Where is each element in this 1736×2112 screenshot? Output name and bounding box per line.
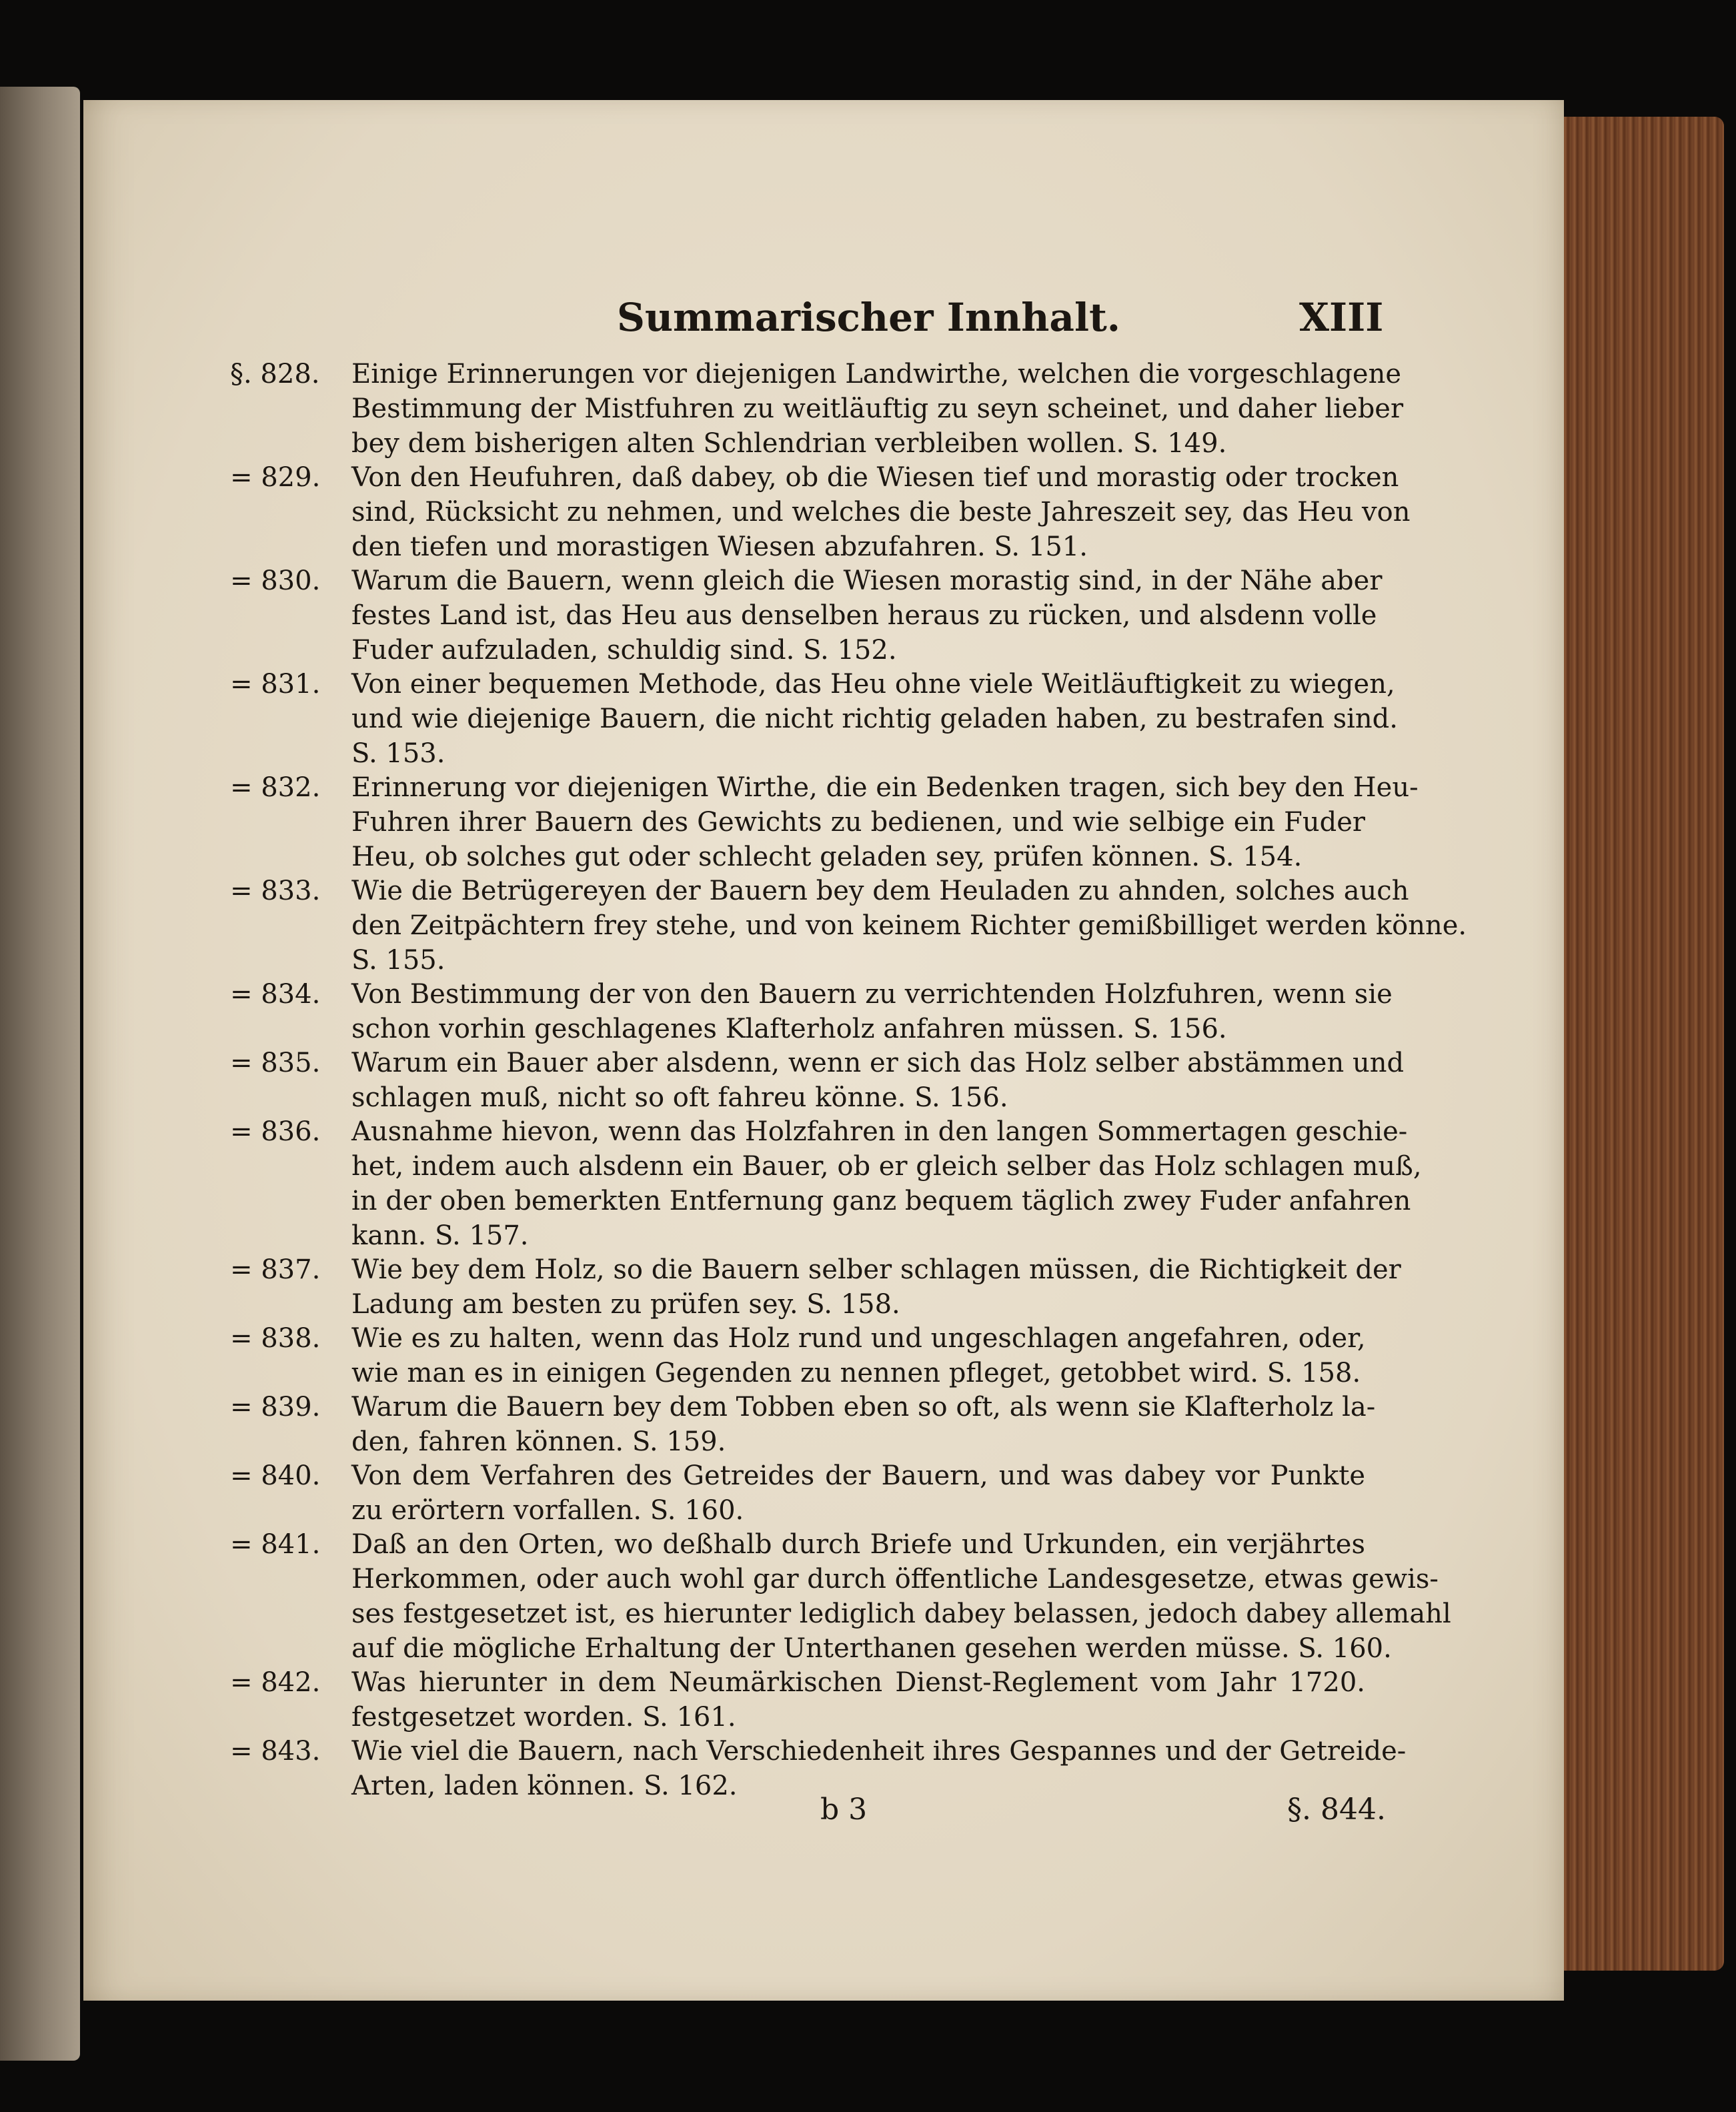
section-number: = 838. <box>230 1323 321 1354</box>
entry-line: S. 153. <box>351 738 446 769</box>
entry-line: Herkommen, oder auch wohl gar durch öffentliche Landesgesetze, etwas gewis- <box>351 1564 1439 1595</box>
entry-line: kann. S. 157. <box>351 1220 529 1251</box>
entry-line: Wie bey dem Holz, so die Bauern selber schlagen müssen, die Richtigkeit der <box>351 1254 1401 1285</box>
entry-line: bey dem bisherigen alten Schlendrian verbleiben wollen. S. 149. <box>351 428 1227 459</box>
signature-mark: b 3 <box>820 1793 868 1827</box>
entry-text <box>351 460 1411 564</box>
entry-line: Von Bestimmung der von den Bauern zu verrichtenden Holzfuhren, wenn sie <box>351 979 1393 1010</box>
section-number: = 831. <box>230 669 321 700</box>
section-number: = 840. <box>230 1460 321 1491</box>
entry-text <box>351 1458 1365 1528</box>
entry-line: zu erörtern vorfallen. S. 160. <box>351 1495 744 1526</box>
entry-text <box>351 1114 1422 1253</box>
section-number: = 841. <box>230 1529 321 1560</box>
entry-line: Einige Erinnerungen vor diejenigen Landwirthe, welchen die vorgeschlagene <box>351 359 1402 389</box>
entry-line: wie man es in einigen Gegenden zu nennen pfleget, getobbet wird. S. 158. <box>351 1358 1361 1388</box>
entry-line: Bestimmung der Mistfuhren zu weitläuftig zu seyn scheinet, und daher lieber <box>351 393 1404 424</box>
entry-line: Wie die Betrügereyen der Bauern bey dem Heuladen zu ahnden, solches auch <box>351 876 1409 906</box>
section-number: §. 828. <box>230 359 320 389</box>
entry-line: Was hierunter in dem Neumärkischen Dienst-Reglement vom Jahr 1720. <box>351 1667 1365 1698</box>
section-number: = 832. <box>230 772 321 803</box>
entry-line: Warum die Bauern, wenn gleich die Wiesen morastig sind, in der Nähe aber <box>351 566 1383 596</box>
entry-line: ses festgesetzet ist, es hierunter lediglich dabey belassen, jedoch dabey allemahl <box>351 1599 1451 1629</box>
entry-line: schon vorhin geschlagenes Klafterholz anfahren müssen. S. 156. <box>351 1014 1227 1044</box>
entry-line: festgesetzet worden. S. 161. <box>351 1702 736 1733</box>
section-number: = 834. <box>230 979 321 1010</box>
entry-line: Wie es zu halten, wenn das Holz rund und ungeschlagen angefahren, oder, <box>351 1323 1366 1354</box>
section-number: = 836. <box>230 1116 321 1147</box>
section-number: = 843. <box>230 1736 321 1767</box>
entry-line: festes Land ist, das Heu aus denselben heraus zu rücken, und alsdenn volle <box>351 600 1377 631</box>
entry-text <box>351 1046 1405 1115</box>
section-number: = 830. <box>230 566 321 596</box>
entry-text <box>351 1321 1365 1390</box>
entry-text <box>351 667 1399 771</box>
running-title: Summarischer Innhalt. <box>617 295 1120 340</box>
entry-line: sind, Rücksicht zu nehmen, und welches die beste Jahreszeit sey, das Heu von <box>351 497 1411 527</box>
entry-line: schlagen muß, nicht so oft fahreu könne. S. 156. <box>351 1082 1008 1113</box>
entry-line: Erinnerung vor diejenigen Wirthe, die ein Bedenken tragen, sich bey den Heu- <box>351 772 1419 803</box>
entry-line: Von den Heufuhren, daß dabey, ob die Wiesen tief und morastig oder trocken <box>351 462 1399 493</box>
entry-line: Von einer bequemen Methode, das Heu ohne viele Weitläuftigkeit zu wiegen, <box>351 669 1395 700</box>
page-number: XIII <box>1299 295 1384 340</box>
left-page-edge <box>0 87 80 2061</box>
section-number: = 833. <box>230 876 321 906</box>
entry-line: Von dem Verfahren des Getreides der Bauern, und was dabey vor Punkte <box>351 1460 1365 1491</box>
entry-line: Warum ein Bauer aber alsdenn, wenn er sich das Holz selber abstämmen und <box>351 1048 1405 1078</box>
entry-line: den Zeitpächtern frey stehe, und von keinem Richter gemißbilliget werden könne. <box>351 910 1467 941</box>
entry-text <box>351 357 1404 461</box>
entry-line: Daß an den Orten, wo deßhalb durch Briefe und Urkunden, ein verjährtes <box>351 1529 1365 1560</box>
entry-line: Wie viel die Bauern, nach Verschiedenheit ihres Gespannes und der Getreide- <box>351 1736 1407 1767</box>
section-number: = 837. <box>230 1254 321 1285</box>
entry-text <box>351 770 1419 874</box>
entry-text <box>351 874 1467 978</box>
entry-line: Ausnahme hievon, wenn das Holzfahren in den langen Sommertagen geschie- <box>351 1116 1408 1147</box>
entry-line: den, fahren können. S. 159. <box>351 1426 726 1457</box>
entry-line: Fuder aufzuladen, schuldig sind. S. 152. <box>351 635 897 666</box>
entry-line: S. 155. <box>351 945 446 976</box>
entry-line: Warum die Bauern bey dem Tobben eben so oft, als wenn sie Klafterholz la- <box>351 1392 1376 1422</box>
entry-line: Ladung am besten zu prüfen sey. S. 158. <box>351 1289 900 1320</box>
entry-text <box>351 1252 1401 1322</box>
entry-text <box>351 977 1393 1046</box>
entry-line: und wie diejenige Bauern, die nicht richtig geladen haben, zu bestrafen sind. <box>351 704 1399 734</box>
section-number: = 839. <box>230 1392 321 1422</box>
entry-line: auf die mögliche Erhaltung der Unterthanen gesehen werden müsse. S. 160. <box>351 1633 1392 1664</box>
entry-text <box>351 1390 1376 1459</box>
entry-line: Arten, laden können. S. 162. <box>351 1771 738 1801</box>
entry-line: Fuhren ihrer Bauern des Gewichts zu bedienen, und wie selbige ein Fuder <box>351 807 1365 838</box>
section-number: = 842. <box>230 1667 321 1698</box>
entry-text <box>351 1527 1451 1666</box>
section-number: = 829. <box>230 462 321 493</box>
entry-text <box>351 564 1383 668</box>
entry-text <box>351 1665 1365 1735</box>
entry-line: in der oben bemerkten Entfernung ganz bequem täglich zwey Fuder anfahren <box>351 1186 1411 1216</box>
section-number: = 835. <box>230 1048 321 1078</box>
entry-line: den tiefen und morastigen Wiesen abzufahren. S. 151. <box>351 532 1088 562</box>
entry-line: het, indem auch alsdenn ein Bauer, ob er gleich selber das Holz schlagen muß, <box>351 1151 1422 1182</box>
catchword: §. 844. <box>1287 1793 1386 1827</box>
entry-line: Heu, ob solches gut oder schlecht geladen sey, prüfen können. S. 154. <box>351 842 1303 872</box>
